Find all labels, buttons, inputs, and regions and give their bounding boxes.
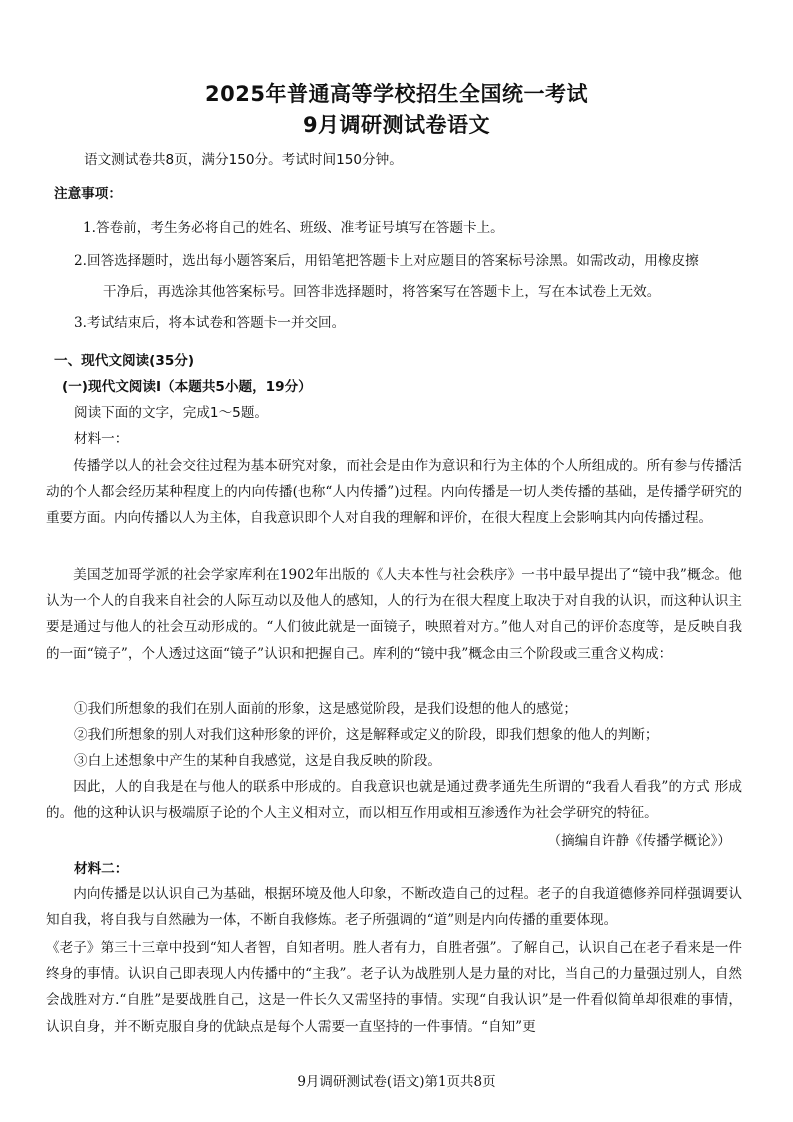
- notice-item: 1.答卷前，考生务必将自己的姓名、班级、准考证号填写在答题卡上。: [83, 220, 504, 236]
- notice-item: 2.回答选择题时，选出每小题答案后，用铅笔把答题卡上对应题目的答案标号涂黑。如需改动，用橡皮擦: [74, 253, 699, 269]
- stage-item: ②我们所想象的别人对我们这种形象的评价，这是解释或定义的阶段，即我们想象的他人的判断；: [74, 727, 659, 743]
- page-footer: 9月调研测试卷(语文)第1页共8页: [297, 1074, 496, 1090]
- material-source: （摘编自许静《传播学概论》）: [547, 833, 731, 849]
- conclusion-paragraph: 因此，人的自我是在与他人的联系中形成的。自我意识也就是通过费孝通先生所谓的“我看人看我”的方式 形成的。他的这种认识与极端原子论的个人主义相对立，而以相互作用或相互渗透作为社会学研究的特征。: [46, 779, 742, 822]
- exam-subtitle: 9月调研测试卷语文: [302, 113, 491, 137]
- reading-instruction: 阅读下面的文字，完成1～5题。: [74, 405, 269, 421]
- section-heading: 一、现代文阅读(35分): [54, 353, 195, 369]
- notice-item-continued: 干净后，再选涂其他答案标号。回答非选择题时，将答案写在答题卡上，写在本试卷上无效。: [103, 284, 661, 300]
- material-label: 材料一：: [74, 431, 129, 447]
- exam-title: 2025年普通高等学校招生全国统一考试: [205, 82, 588, 106]
- material-paragraph: 美国芝加哥学派的社会学家库利在1902年出版的《人夫本性与社会秩序》一书中最早提出了“镜中我”概念。他认为一个人的自我来自社会的人际互动以及他人的感知，人的行为在很大程度上取决于对自我的认识，而这种认识主要是通过与他人的社会互动形成的。“人们彼此就是一面镜子，映照着对方。”他人对自己的评价态度等，是反映自我的一面“镜子”，个人透过这面“镜子”认识和把握自己。库利的“镜中我”概念由三个阶段或三重含义构成：: [46, 567, 742, 662]
- stage-item: ①我们所想象的我们在别人面前的形象，这是感觉阶段，是我们设想的他人的感觉；: [74, 701, 577, 717]
- subsection-heading: (一)现代文阅读Ⅰ（本题共5小题，19分）: [62, 379, 312, 395]
- material-paragraph: 内向传播是以认识自己为基础，根据环境及他人印象，不断改造自己的过程。老子的自我道德修养同样强调要认知自我，将自我与自然融为一体，不断自我修炼。老子所强调的“道”则是内向传播的重要体现。: [46, 886, 742, 929]
- stage-item: ③白上述想象中产生的某种自我感觉，这是自我反映的阶段。: [74, 753, 442, 769]
- material-paragraph: 传播学以人的社会交往过程为基本研究对象，而社会是由作为意识和行为主体的个人所组成的。所有参与传播活动的个人都会经历某种程度上的内向传播(也称“人内传播”)过程。内向传播是一切人类传播的基础，是传播学研究的重要方面。内向传播以人为主体，自我意识即个人对自我的理解和评价，在很大程度上会影响其内向传播过程。: [46, 458, 742, 527]
- notice-heading: 注意事项：: [54, 186, 122, 202]
- material-paragraph: 《老子》第三十三章中投到“知人者智，自知者明。胜人者有力，自胜者强”。了解自己，认识自己在老子看来是一件终身的事情。认识自己即表现人内传播中的“主我”。老子认为战胜别人是力量的对比，当自己的力量强过别人，自然会战胜对方.“自胜”是要战胜自己，这是一件长久又需坚持的事情。实现“自我认识”是一件看似简单却很难的事情，认识自身，并不断克服自身的优缺点是每个人需要一直坚持的一件事情。“自知”更: [46, 940, 742, 1035]
- notice-item: 3.考试结束后，将本试卷和答题卡一并交回。: [74, 315, 346, 331]
- material-label: 材料二：: [74, 861, 129, 877]
- exam-intro: 语文测试卷共8页，满分150分。考试时间150分钟。: [84, 152, 403, 168]
